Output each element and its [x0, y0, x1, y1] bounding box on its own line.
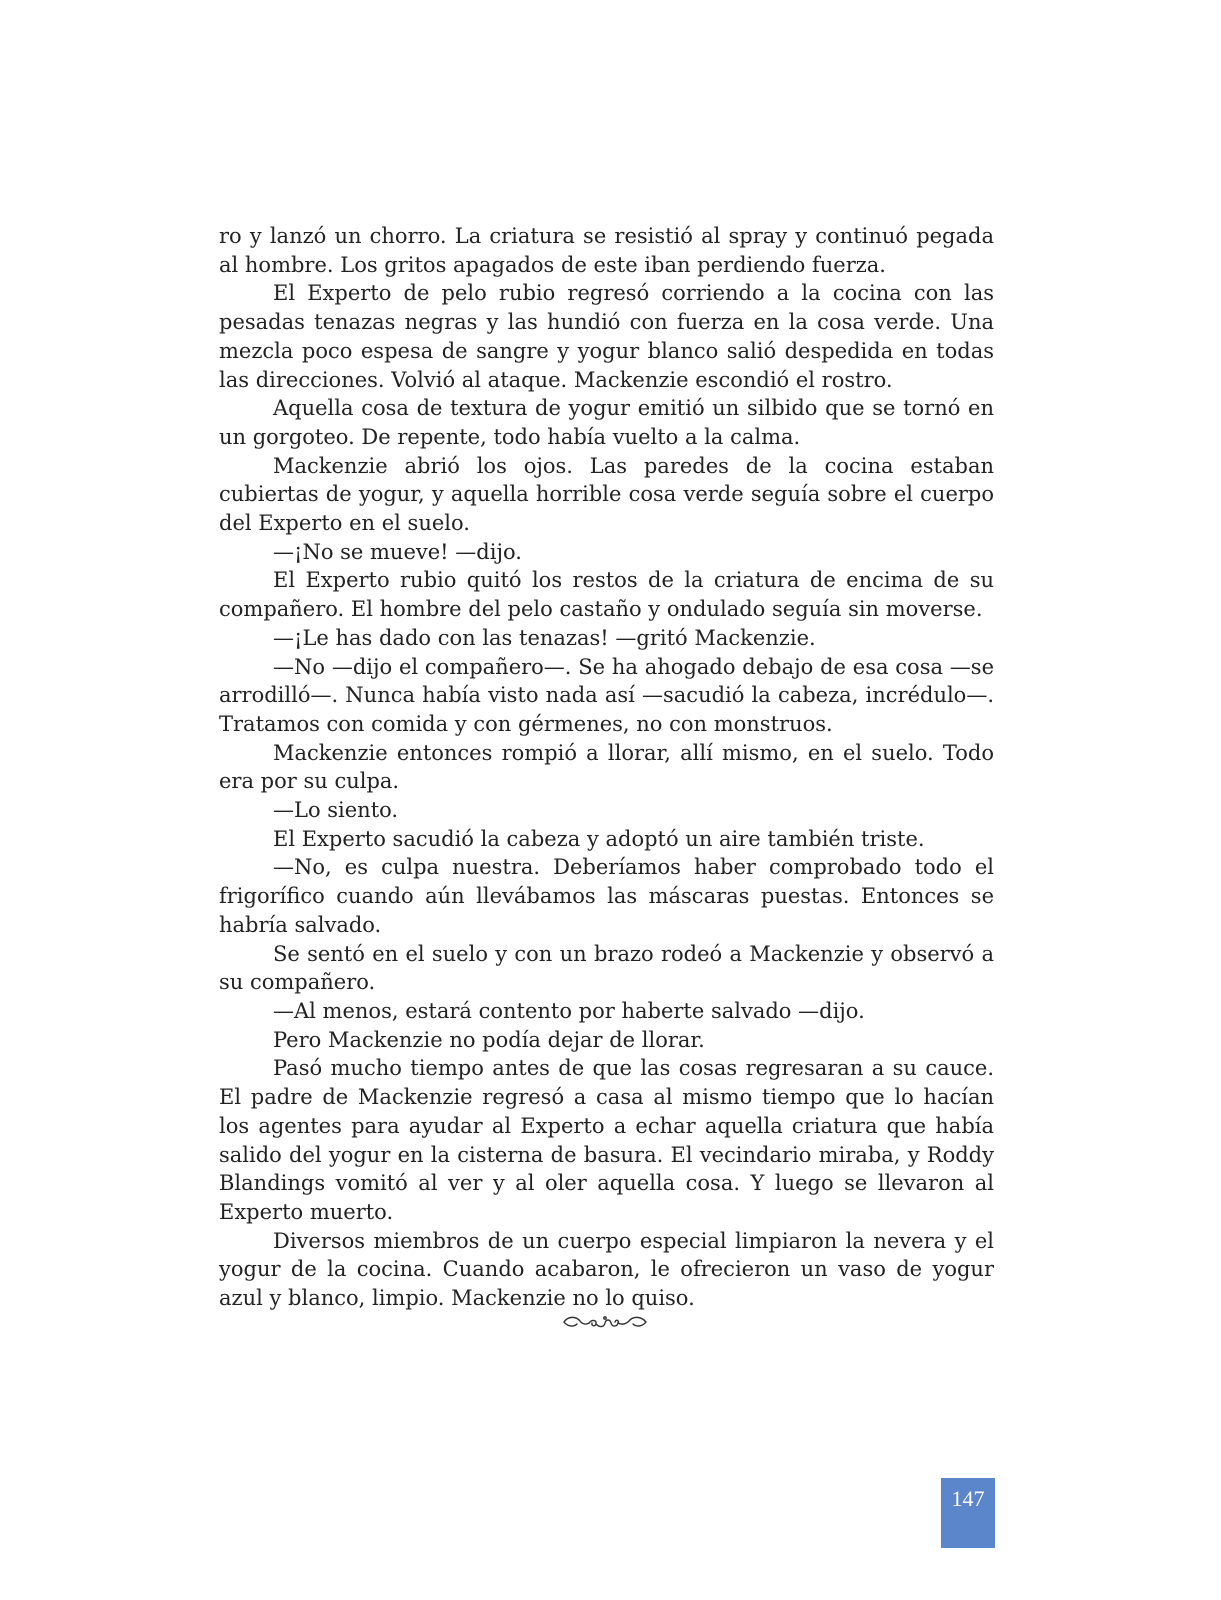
paragraph: Pero Mackenzie no podía dejar de llorar.	[273, 1027, 705, 1052]
vine-flourish-ornament-icon	[562, 1312, 648, 1334]
paragraph: El Experto de pelo rubio regresó corriendo a la cocina con las pesadas tenazas negras y las hundió con fuerza en la cosa verde. Una mezcla poco espesa de sangre y yogur blanco salió despedida en todas las direcciones. Volvió al ataque. Mackenzie escondió el rostro.	[219, 281, 994, 392]
body-text	[219, 222, 994, 1313]
paragraph: Se sentó en el suelo y con un brazo rodeó a Mackenzie y observó a su compañero.	[219, 941, 994, 995]
paragraph: Mackenzie entonces rompió a llorar, allí mismo, en el suelo. Todo era por su culpa.	[219, 740, 994, 794]
dialogue-line: —¡No se mueve! —dijo.	[273, 539, 522, 564]
dialogue-line: —Al menos, estará contento por haberte salvado —dijo.	[273, 998, 865, 1023]
page-number	[941, 1478, 995, 1548]
paragraph: ro y lanzó un chorro. La criatura se resistió al spray y continuó pegada al hombre. Los gritos apagados de este iban perdiendo fuerza.	[219, 224, 994, 277]
dialogue-line: —Lo siento.	[273, 798, 399, 823]
paragraph: Pasó mucho tiempo antes de que las cosas regresaran a su cauce. El padre de Mackenzie regresó a casa al mismo tiempo que lo hacían los agentes para ayudar al Experto a echar aquella criatura que había salido del yogur en la cisterna de basura. El vecindario miraba, y Roddy Blandings vomitó al ver y al oler aquella cosa. Y luego se llevaron al Experto muerto.	[219, 1056, 994, 1224]
paragraph: El Experto rubio quitó los restos de la criatura de encima de su compañero. El hombre del pelo castaño y ondulado seguía sin moverse.	[219, 568, 994, 622]
dialogue-line: —¡Le has dado con las tenazas! —gritó Mackenzie.	[273, 625, 816, 650]
paragraph: Diversos miembros de un cuerpo especial limpiaron la nevera y el yogur de la cocina. Cuando acabaron, le ofrecieron un vaso de yogur azul y blanco, limpio. Mackenzie no lo quiso.	[219, 1228, 994, 1311]
dialogue-line: —No, es culpa nuestra. Deberíamos haber comprobado todo el frigorífico cuando aún llevábamos las máscaras puestas. Entonces se habría salvado.	[219, 855, 994, 937]
paragraph: El Experto sacudió la cabeza y adoptó un aire también triste.	[273, 826, 925, 851]
dialogue-line: —No —dijo el compañero—. Se ha ahogado debajo de esa cosa —se arrodilló—. Nunca había visto nada así —sacudió la cabeza, incrédulo—. Tratamos con comida y con gérmenes, no con monstruos.	[219, 654, 994, 736]
paragraph: Aquella cosa de textura de yogur emitió un silbido que se tornó en un gorgoteo. De repente, todo había vuelto a la calma.	[219, 396, 994, 449]
page-number-label: 147	[951, 1486, 985, 1511]
paragraph: Mackenzie abrió los ojos. Las paredes de la cocina estaban cubiertas de yogur, y aquella horrible cosa verde seguía sobre el cuerpo del Experto en el suelo.	[219, 453, 994, 536]
